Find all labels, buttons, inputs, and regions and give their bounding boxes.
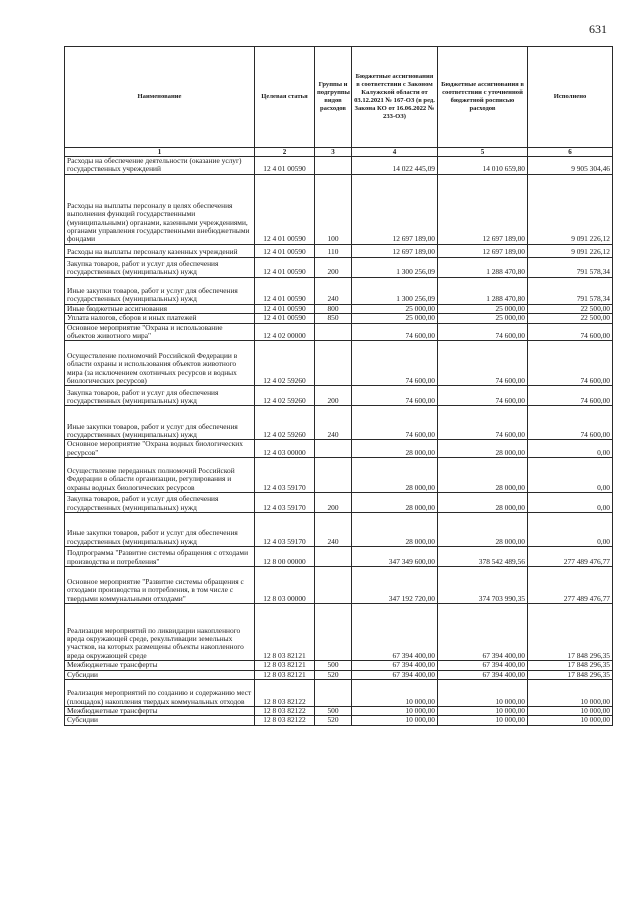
row-target-code: 12 4 01 00590 <box>255 244 315 257</box>
table-row <box>65 440 613 458</box>
row-law-amount: 67 394 400,00 <box>352 604 438 661</box>
row-expense-group: 240 <box>315 513 352 547</box>
row-target-code: 12 4 03 59170 <box>255 493 315 513</box>
row-executed-amount: 17 848 296,35 <box>528 661 613 670</box>
row-refined-amount: 74 600,00 <box>438 323 528 341</box>
row-executed-amount: 9 091 226,12 <box>528 244 613 257</box>
table-row <box>65 406 613 440</box>
table-row <box>65 341 613 386</box>
row-expense-group: 100 <box>315 174 352 244</box>
row-executed-amount: 74 600,00 <box>528 386 613 406</box>
column-number-row <box>65 148 613 157</box>
row-refined-amount: 67 394 400,00 <box>438 661 528 670</box>
row-name: Реализация мероприятий по ликвидации накопленного вреда окружающей среде, рекультивации земельных участков, на которых размещены объекты накопленного вреда окружающей среде <box>65 604 255 661</box>
table-row <box>65 716 613 725</box>
row-executed-amount: 10 000,00 <box>528 707 613 716</box>
row-law-amount: 28 000,00 <box>352 440 438 458</box>
row-law-amount: 25 000,00 <box>352 304 438 313</box>
row-executed-amount: 9 091 226,12 <box>528 174 613 244</box>
row-refined-amount: 10 000,00 <box>438 707 528 716</box>
row-law-amount: 14 022 445,09 <box>352 157 438 175</box>
table-row <box>65 604 613 661</box>
row-expense-group: 200 <box>315 386 352 406</box>
row-expense-group <box>315 680 352 707</box>
row-refined-amount: 12 697 189,00 <box>438 244 528 257</box>
row-target-code: 12 8 03 82121 <box>255 661 315 670</box>
row-target-code: 12 4 03 59170 <box>255 458 315 493</box>
column-number: 5 <box>438 148 528 157</box>
row-target-code: 12 8 03 82122 <box>255 716 315 725</box>
row-target-code: 12 4 03 59170 <box>255 513 315 547</box>
row-executed-amount: 0,00 <box>528 513 613 547</box>
row-refined-amount: 12 697 189,00 <box>438 174 528 244</box>
row-expense-group <box>315 547 352 567</box>
row-executed-amount: 277 489 476,77 <box>528 567 613 604</box>
row-expense-group <box>315 157 352 175</box>
row-expense-group: 800 <box>315 304 352 313</box>
row-refined-amount: 28 000,00 <box>438 440 528 458</box>
row-executed-amount: 74 600,00 <box>528 406 613 440</box>
row-name: Иные закупки товаров, работ и услуг для обеспечения государственных (муниципальных) нужд <box>65 406 255 440</box>
budget-table <box>64 46 613 726</box>
table-row <box>65 244 613 257</box>
row-name: Иные бюджетные ассигнования <box>65 304 255 313</box>
row-executed-amount: 791 578,34 <box>528 277 613 304</box>
table-row <box>65 323 613 341</box>
row-target-code: 12 4 02 59260 <box>255 406 315 440</box>
row-refined-amount: 25 000,00 <box>438 314 528 323</box>
row-target-code: 12 4 01 00590 <box>255 174 315 244</box>
header-executed: Исполнено <box>528 47 613 148</box>
row-expense-group: 110 <box>315 244 352 257</box>
row-expense-group: 520 <box>315 670 352 679</box>
row-target-code: 12 4 01 00590 <box>255 157 315 175</box>
row-name: Реализация мероприятий по созданию и содержанию мест (площадок) накопления твердых коммунальных отходов <box>65 680 255 707</box>
row-law-amount: 10 000,00 <box>352 716 438 725</box>
row-target-code: 12 4 01 00590 <box>255 314 315 323</box>
header-law-allocations: Бюджетные ассигнования в соответствии с Законом Калужской области от 03.12.2021 № 167-ОЗ (в ред. Закона КО от 16.06.2022 № 233-ОЗ) <box>352 47 438 148</box>
page-number: 631 <box>589 22 607 36</box>
header-group: Группы и подгруппы видов расходов <box>315 47 352 148</box>
row-law-amount: 25 000,00 <box>352 314 438 323</box>
row-refined-amount: 67 394 400,00 <box>438 670 528 679</box>
row-refined-amount: 10 000,00 <box>438 716 528 725</box>
table-row <box>65 493 613 513</box>
row-name: Межбюджетные трансферты <box>65 661 255 670</box>
row-executed-amount: 0,00 <box>528 458 613 493</box>
row-law-amount: 74 600,00 <box>352 323 438 341</box>
row-executed-amount: 791 578,34 <box>528 257 613 277</box>
row-law-amount: 347 192 720,00 <box>352 567 438 604</box>
row-name: Основное мероприятие "Развитие системы обращения с отходами производства и потребления, в том числе с твердыми коммунальными отходами" <box>65 567 255 604</box>
row-expense-group <box>315 567 352 604</box>
row-target-code: 12 8 03 00000 <box>255 567 315 604</box>
column-number: 3 <box>315 148 352 157</box>
row-refined-amount: 28 000,00 <box>438 458 528 493</box>
row-expense-group: 200 <box>315 257 352 277</box>
row-expense-group: 200 <box>315 493 352 513</box>
row-executed-amount: 17 848 296,35 <box>528 604 613 661</box>
row-law-amount: 1 300 256,09 <box>352 277 438 304</box>
row-expense-group <box>315 440 352 458</box>
table-row <box>65 277 613 304</box>
row-expense-group: 240 <box>315 277 352 304</box>
table-row <box>65 661 613 670</box>
row-executed-amount: 9 905 304,46 <box>528 157 613 175</box>
row-refined-amount: 378 542 489,56 <box>438 547 528 567</box>
row-law-amount: 28 000,00 <box>352 458 438 493</box>
row-law-amount: 347 349 600,00 <box>352 547 438 567</box>
row-refined-amount: 1 288 470,80 <box>438 277 528 304</box>
row-expense-group: 520 <box>315 716 352 725</box>
row-name: Уплата налогов, сборов и иных платежей <box>65 314 255 323</box>
row-target-code: 12 8 03 82122 <box>255 707 315 716</box>
row-executed-amount: 74 600,00 <box>528 323 613 341</box>
row-target-code: 12 8 03 82122 <box>255 680 315 707</box>
row-expense-group: 240 <box>315 406 352 440</box>
table-row <box>65 157 613 175</box>
table-row <box>65 257 613 277</box>
column-number: 1 <box>65 148 255 157</box>
row-expense-group <box>315 604 352 661</box>
table-row <box>65 680 613 707</box>
row-expense-group <box>315 458 352 493</box>
row-expense-group: 500 <box>315 661 352 670</box>
row-refined-amount: 1 288 470,80 <box>438 257 528 277</box>
row-target-code: 12 8 03 82121 <box>255 604 315 661</box>
row-refined-amount: 28 000,00 <box>438 513 528 547</box>
row-name: Субсидии <box>65 670 255 679</box>
row-law-amount: 67 394 400,00 <box>352 661 438 670</box>
row-expense-group <box>315 341 352 386</box>
row-law-amount: 28 000,00 <box>352 493 438 513</box>
row-law-amount: 74 600,00 <box>352 406 438 440</box>
row-law-amount: 28 000,00 <box>352 513 438 547</box>
table-row <box>65 314 613 323</box>
row-name: Осуществление полномочий Российской Федерации в области охраны и использования объектов животного мира (за исключением охотничьих ресурсов и водных биологических ресурсов) <box>65 341 255 386</box>
row-name: Подпрограмма "Развитие системы обращения с отходами производства и потребления" <box>65 547 255 567</box>
row-executed-amount: 10 000,00 <box>528 716 613 725</box>
table-row <box>65 304 613 313</box>
row-refined-amount: 14 010 659,80 <box>438 157 528 175</box>
row-name: Межбюджетные трансферты <box>65 707 255 716</box>
row-refined-amount: 74 600,00 <box>438 386 528 406</box>
row-name: Расходы на обеспечение деятельности (оказание услуг) государственных учреждений <box>65 157 255 175</box>
row-law-amount: 67 394 400,00 <box>352 670 438 679</box>
row-name: Иные закупки товаров, работ и услуг для обеспечения государственных (муниципальных) нужд <box>65 513 255 547</box>
table-row <box>65 174 613 244</box>
table-row <box>65 386 613 406</box>
row-name: Иные закупки товаров, работ и услуг для обеспечения государственных (муниципальных) нужд <box>65 277 255 304</box>
row-executed-amount: 10 000,00 <box>528 680 613 707</box>
row-target-code: 12 8 03 82121 <box>255 670 315 679</box>
row-refined-amount: 374 703 990,35 <box>438 567 528 604</box>
row-refined-amount: 25 000,00 <box>438 304 528 313</box>
row-target-code: 12 4 01 00590 <box>255 257 315 277</box>
row-name: Закупка товаров, работ и услуг для обеспечения государственных (муниципальных) нужд <box>65 386 255 406</box>
row-law-amount: 12 697 189,00 <box>352 174 438 244</box>
row-target-code: 12 4 01 00590 <box>255 304 315 313</box>
row-name: Закупка товаров, работ и услуг для обеспечения государственных (муниципальных) нужд <box>65 257 255 277</box>
row-law-amount: 74 600,00 <box>352 341 438 386</box>
row-law-amount: 10 000,00 <box>352 680 438 707</box>
row-law-amount: 1 300 256,09 <box>352 257 438 277</box>
row-refined-amount: 74 600,00 <box>438 406 528 440</box>
row-expense-group: 500 <box>315 707 352 716</box>
header-row <box>65 47 613 148</box>
row-target-code: 12 8 00 00000 <box>255 547 315 567</box>
row-executed-amount: 17 848 296,35 <box>528 670 613 679</box>
table-row <box>65 670 613 679</box>
row-law-amount: 12 697 189,00 <box>352 244 438 257</box>
table-row <box>65 547 613 567</box>
row-executed-amount: 22 500,00 <box>528 304 613 313</box>
row-name: Осуществление переданных полномочий Российской Федерации в области организации, регулирования и охраны водных биологических ресурсов <box>65 458 255 493</box>
row-law-amount: 74 600,00 <box>352 386 438 406</box>
row-target-code: 12 4 02 59260 <box>255 341 315 386</box>
row-name: Расходы на выплаты персоналу казенных учреждений <box>65 244 255 257</box>
row-executed-amount: 277 489 476,77 <box>528 547 613 567</box>
table-row <box>65 513 613 547</box>
row-target-code: 12 4 03 00000 <box>255 440 315 458</box>
header-name: Наименование <box>65 47 255 148</box>
row-refined-amount: 28 000,00 <box>438 493 528 513</box>
row-name: Основное мероприятие "Охрана и использование объектов животного мира" <box>65 323 255 341</box>
table-row <box>65 567 613 604</box>
row-expense-group <box>315 323 352 341</box>
row-name: Закупка товаров, работ и услуг для обеспечения государственных (муниципальных) нужд <box>65 493 255 513</box>
row-executed-amount: 0,00 <box>528 440 613 458</box>
table-row <box>65 707 613 716</box>
column-number: 2 <box>255 148 315 157</box>
row-refined-amount: 10 000,00 <box>438 680 528 707</box>
row-name: Субсидии <box>65 716 255 725</box>
row-law-amount: 10 000,00 <box>352 707 438 716</box>
header-refined-allocations: Бюджетные ассигнования в соответствии с уточненной бюджетной росписью расходов <box>438 47 528 148</box>
row-name: Основное мероприятие "Охрана водных биологических ресурсов" <box>65 440 255 458</box>
table-body <box>65 157 613 726</box>
row-refined-amount: 67 394 400,00 <box>438 604 528 661</box>
row-expense-group: 850 <box>315 314 352 323</box>
row-target-code: 12 4 02 59260 <box>255 386 315 406</box>
row-name: Расходы на выплаты персоналу в целях обеспечения выполнения функций государственными (муниципальными) органами, казенными учреждениями, органами управления государственными внебюджетными фондами <box>65 174 255 244</box>
row-executed-amount: 74 600,00 <box>528 341 613 386</box>
row-target-code: 12 4 02 00000 <box>255 323 315 341</box>
row-target-code: 12 4 01 00590 <box>255 277 315 304</box>
column-number: 4 <box>352 148 438 157</box>
table-row <box>65 458 613 493</box>
column-number: 6 <box>528 148 613 157</box>
row-executed-amount: 0,00 <box>528 493 613 513</box>
header-code: Целевая статья <box>255 47 315 148</box>
row-refined-amount: 74 600,00 <box>438 341 528 386</box>
row-executed-amount: 22 500,00 <box>528 314 613 323</box>
